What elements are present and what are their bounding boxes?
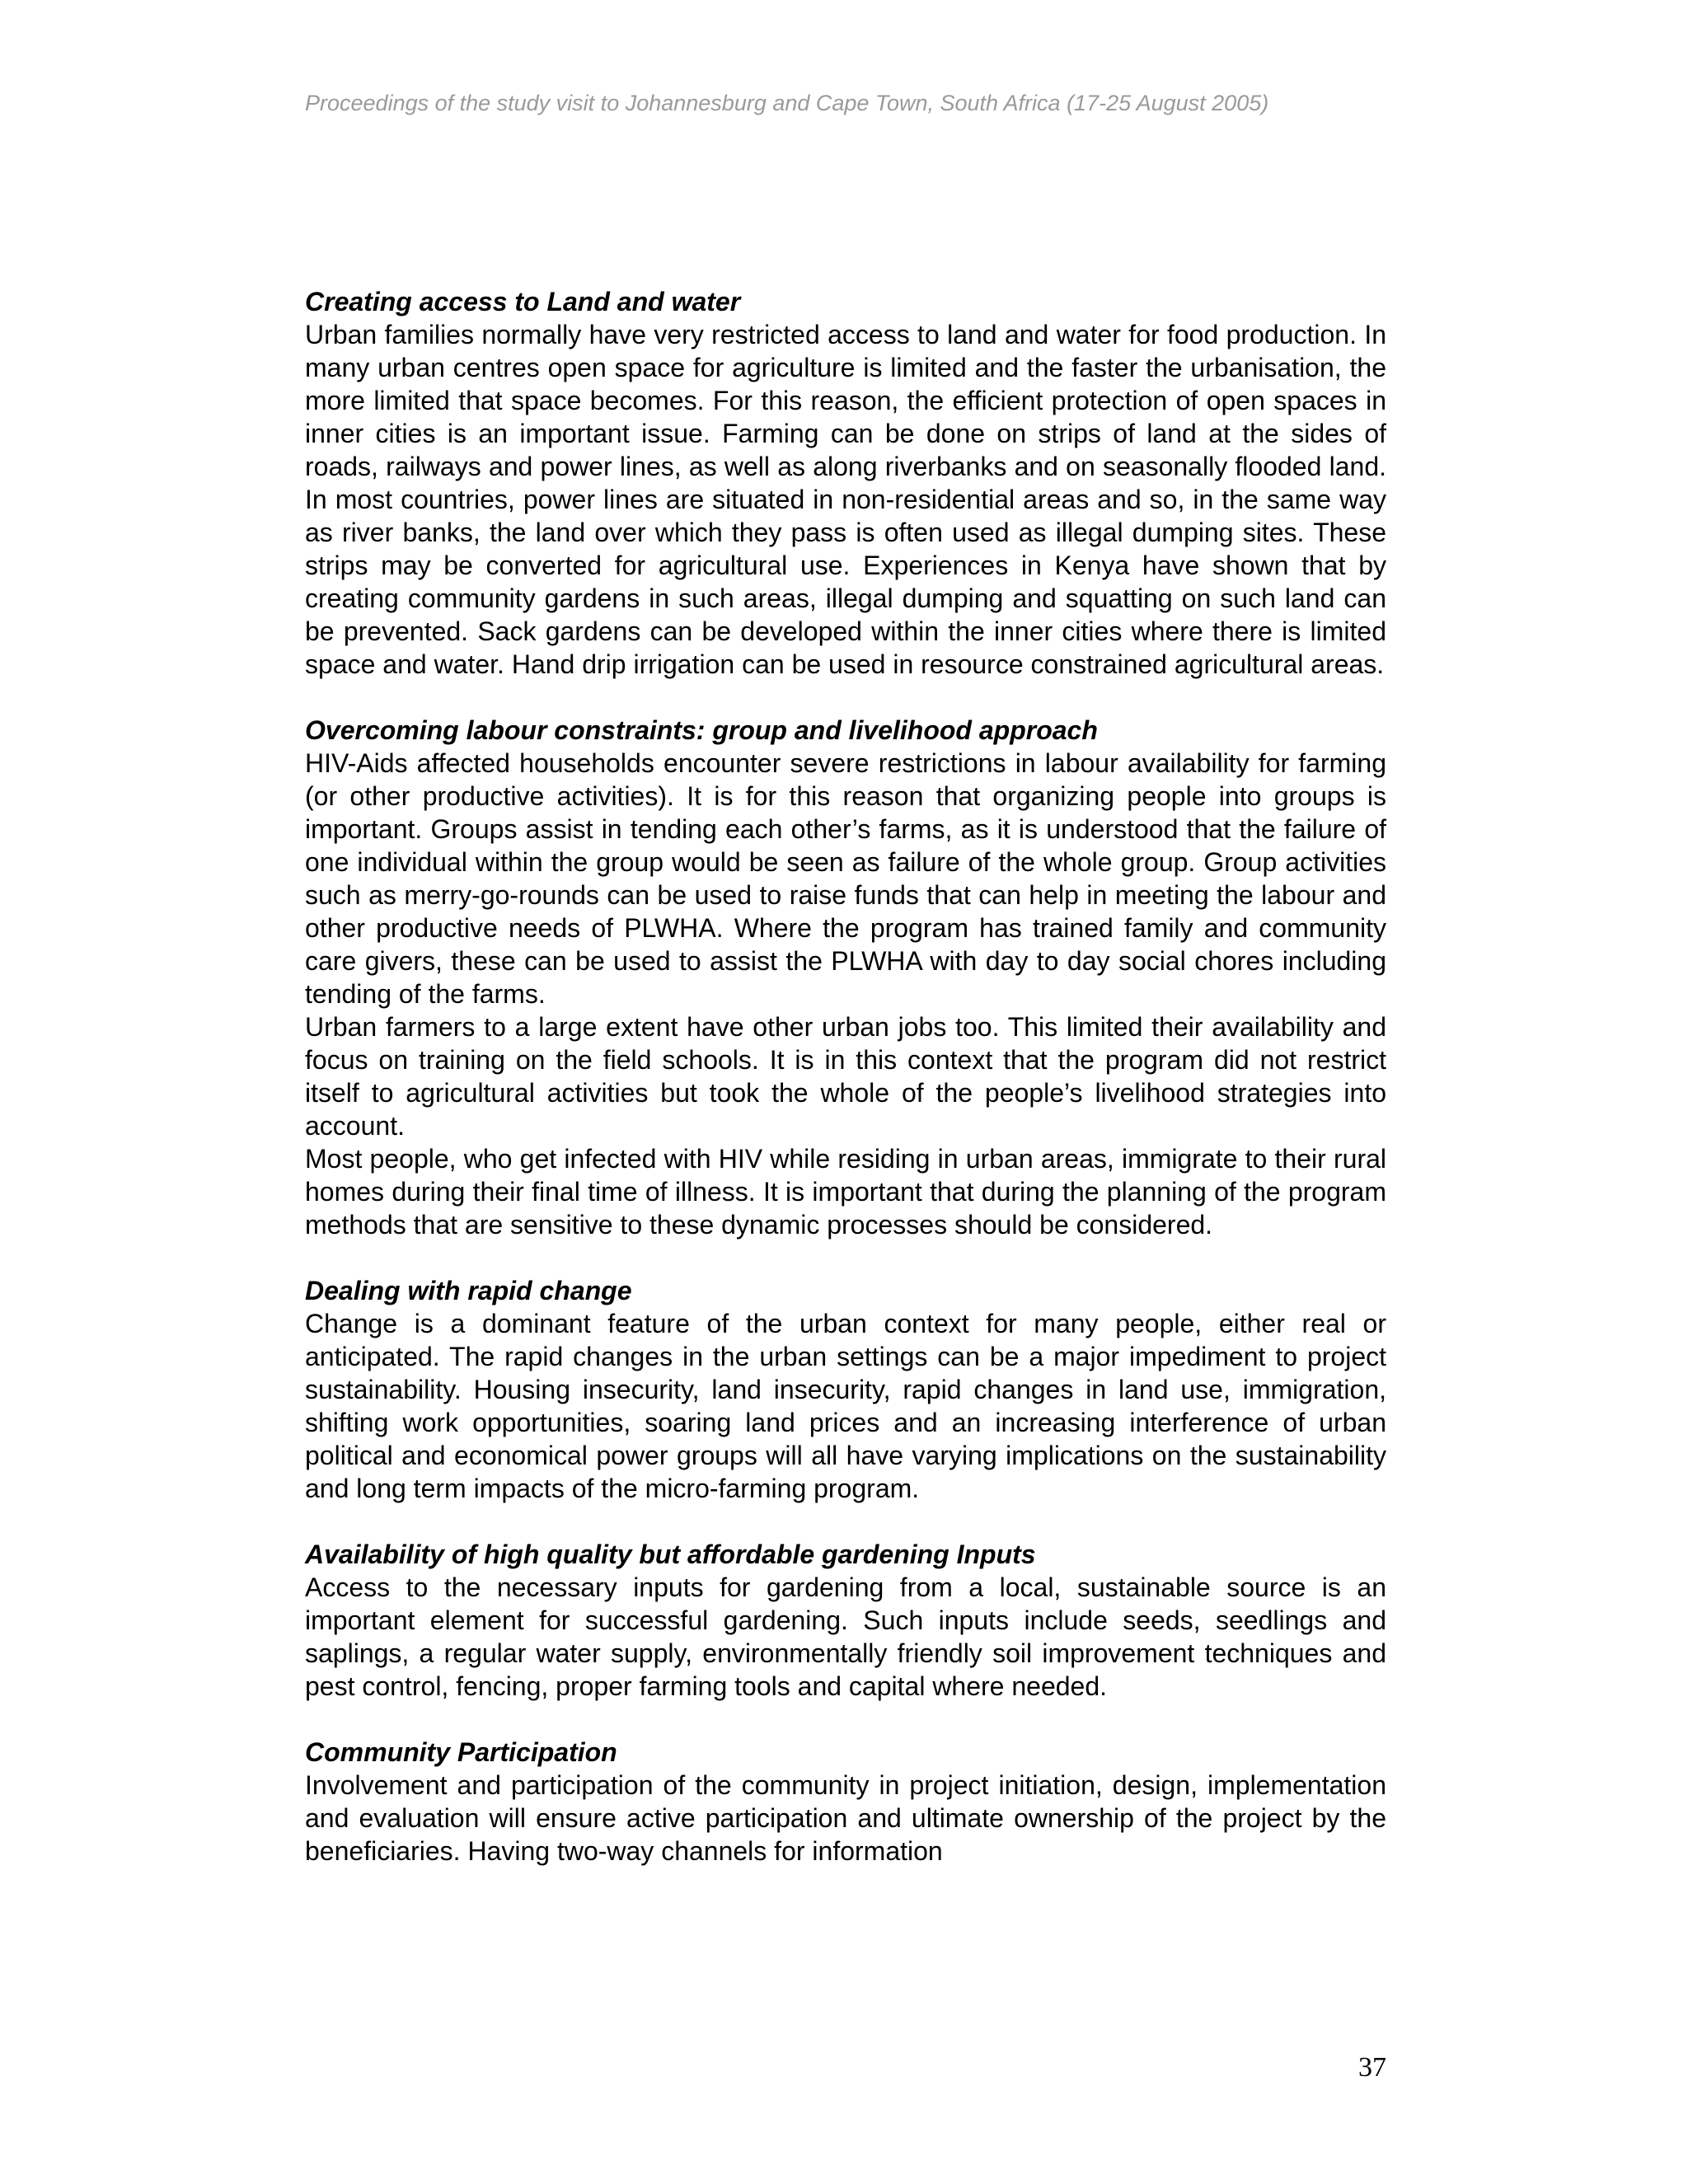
paragraph: Urban families normally have very restricted access to land and water for food production. In many urban centres open space for agriculture is limited and the faster the urbanisation, the more limited that space becomes. For this reason, the efficient protection of open spaces in inner cities is an important issue. Farming can be done on strips of land at the sides of roads, railways and power lines, as well as along riverbanks and on seasonally flooded land. In most countries, power lines are situated in non-residential areas and so, in the same way as river banks, the land over which they pass is often used as illegal dumping sites. These strips may be converted for agricultural use. Experiences in Kenya have shown that by creating community gardens in such areas, illegal dumping and squatting on such land can be prevented. Sack gardens can be developed within the inner cities where there is limited space and water. Hand drip irrigation can be used in resource constrained agricultural areas. xyxy=(305,320,1386,679)
section-community-participation xyxy=(305,1736,1386,1868)
section-rapid-change xyxy=(305,1274,1386,1505)
document-body xyxy=(305,285,1386,1900)
paragraph: Involvement and participation of the community in project initiation, design, implementation and evaluation will ensure active participation and ultimate ownership of the project by the beneficiaries. Having two-way channels for information xyxy=(305,1770,1386,1866)
running-header: Proceedings of the study visit to Johannesburg and Cape Town, South Africa (17-25 August 2005) xyxy=(305,91,1269,115)
paragraph: Urban farmers to a large extent have other urban jobs too. This limited their availability and focus on training on the field schools. It is in this context that the program did not restrict itself to agricultural activities but took the whole of the people’s livelihood strategies into account. xyxy=(305,1012,1386,1141)
section-heading: Dealing with rapid change xyxy=(305,1276,632,1305)
section-gardening-inputs xyxy=(305,1538,1386,1703)
paragraph: HIV-Aids affected households encounter severe restrictions in labour availability for farming (or other productive activities). It is for this reason that organizing people into groups is important. Groups assist in tending each other’s farms, as it is understood that the failure of one individual within the group would be seen as failure of the whole group. Group activities such as merry-go-rounds can be used to raise funds that can help in meeting the labour and other productive needs of PLWHA. Where the program has trained family and community care givers, these can be used to assist the PLWHA with day to day social chores including tending of the farms. xyxy=(305,748,1386,1009)
paragraph: Change is a dominant feature of the urban context for many people, either real or anticipated. The rapid changes in the urban settings can be a major impediment to project sustainability. Housing insecurity, land insecurity, rapid changes in land use, immigration, shifting work opportunities, soaring land prices and an increasing interference of urban political and economical power groups will all have varying implications on the sustainability and long term impacts of the micro-farming program. xyxy=(305,1309,1386,1503)
section-labour-constraints xyxy=(305,714,1386,1241)
section-heading: Availability of high quality but affordable gardening Inputs xyxy=(305,1540,1036,1569)
page-number: 37 xyxy=(1358,2052,1386,2083)
paragraph: Access to the necessary inputs for gardening from a local, sustainable source is an important element for successful gardening. Such inputs include seeds, seedlings and saplings, a regular water supply, environmentally friendly soil improvement techniques and pest control, fencing, proper farming tools and capital where needed. xyxy=(305,1572,1386,1701)
section-land-water xyxy=(305,285,1386,681)
paragraph: Most people, who get infected with HIV while residing in urban areas, immigrate to their rural homes during their final time of illness. It is important that during the planning of the program methods that are sensitive to these dynamic processes should be considered. xyxy=(305,1144,1386,1240)
section-heading: Creating access to Land and water xyxy=(305,287,741,316)
section-heading: Overcoming labour constraints: group and livelihood approach xyxy=(305,715,1098,745)
section-heading: Community Participation xyxy=(305,1737,617,1767)
